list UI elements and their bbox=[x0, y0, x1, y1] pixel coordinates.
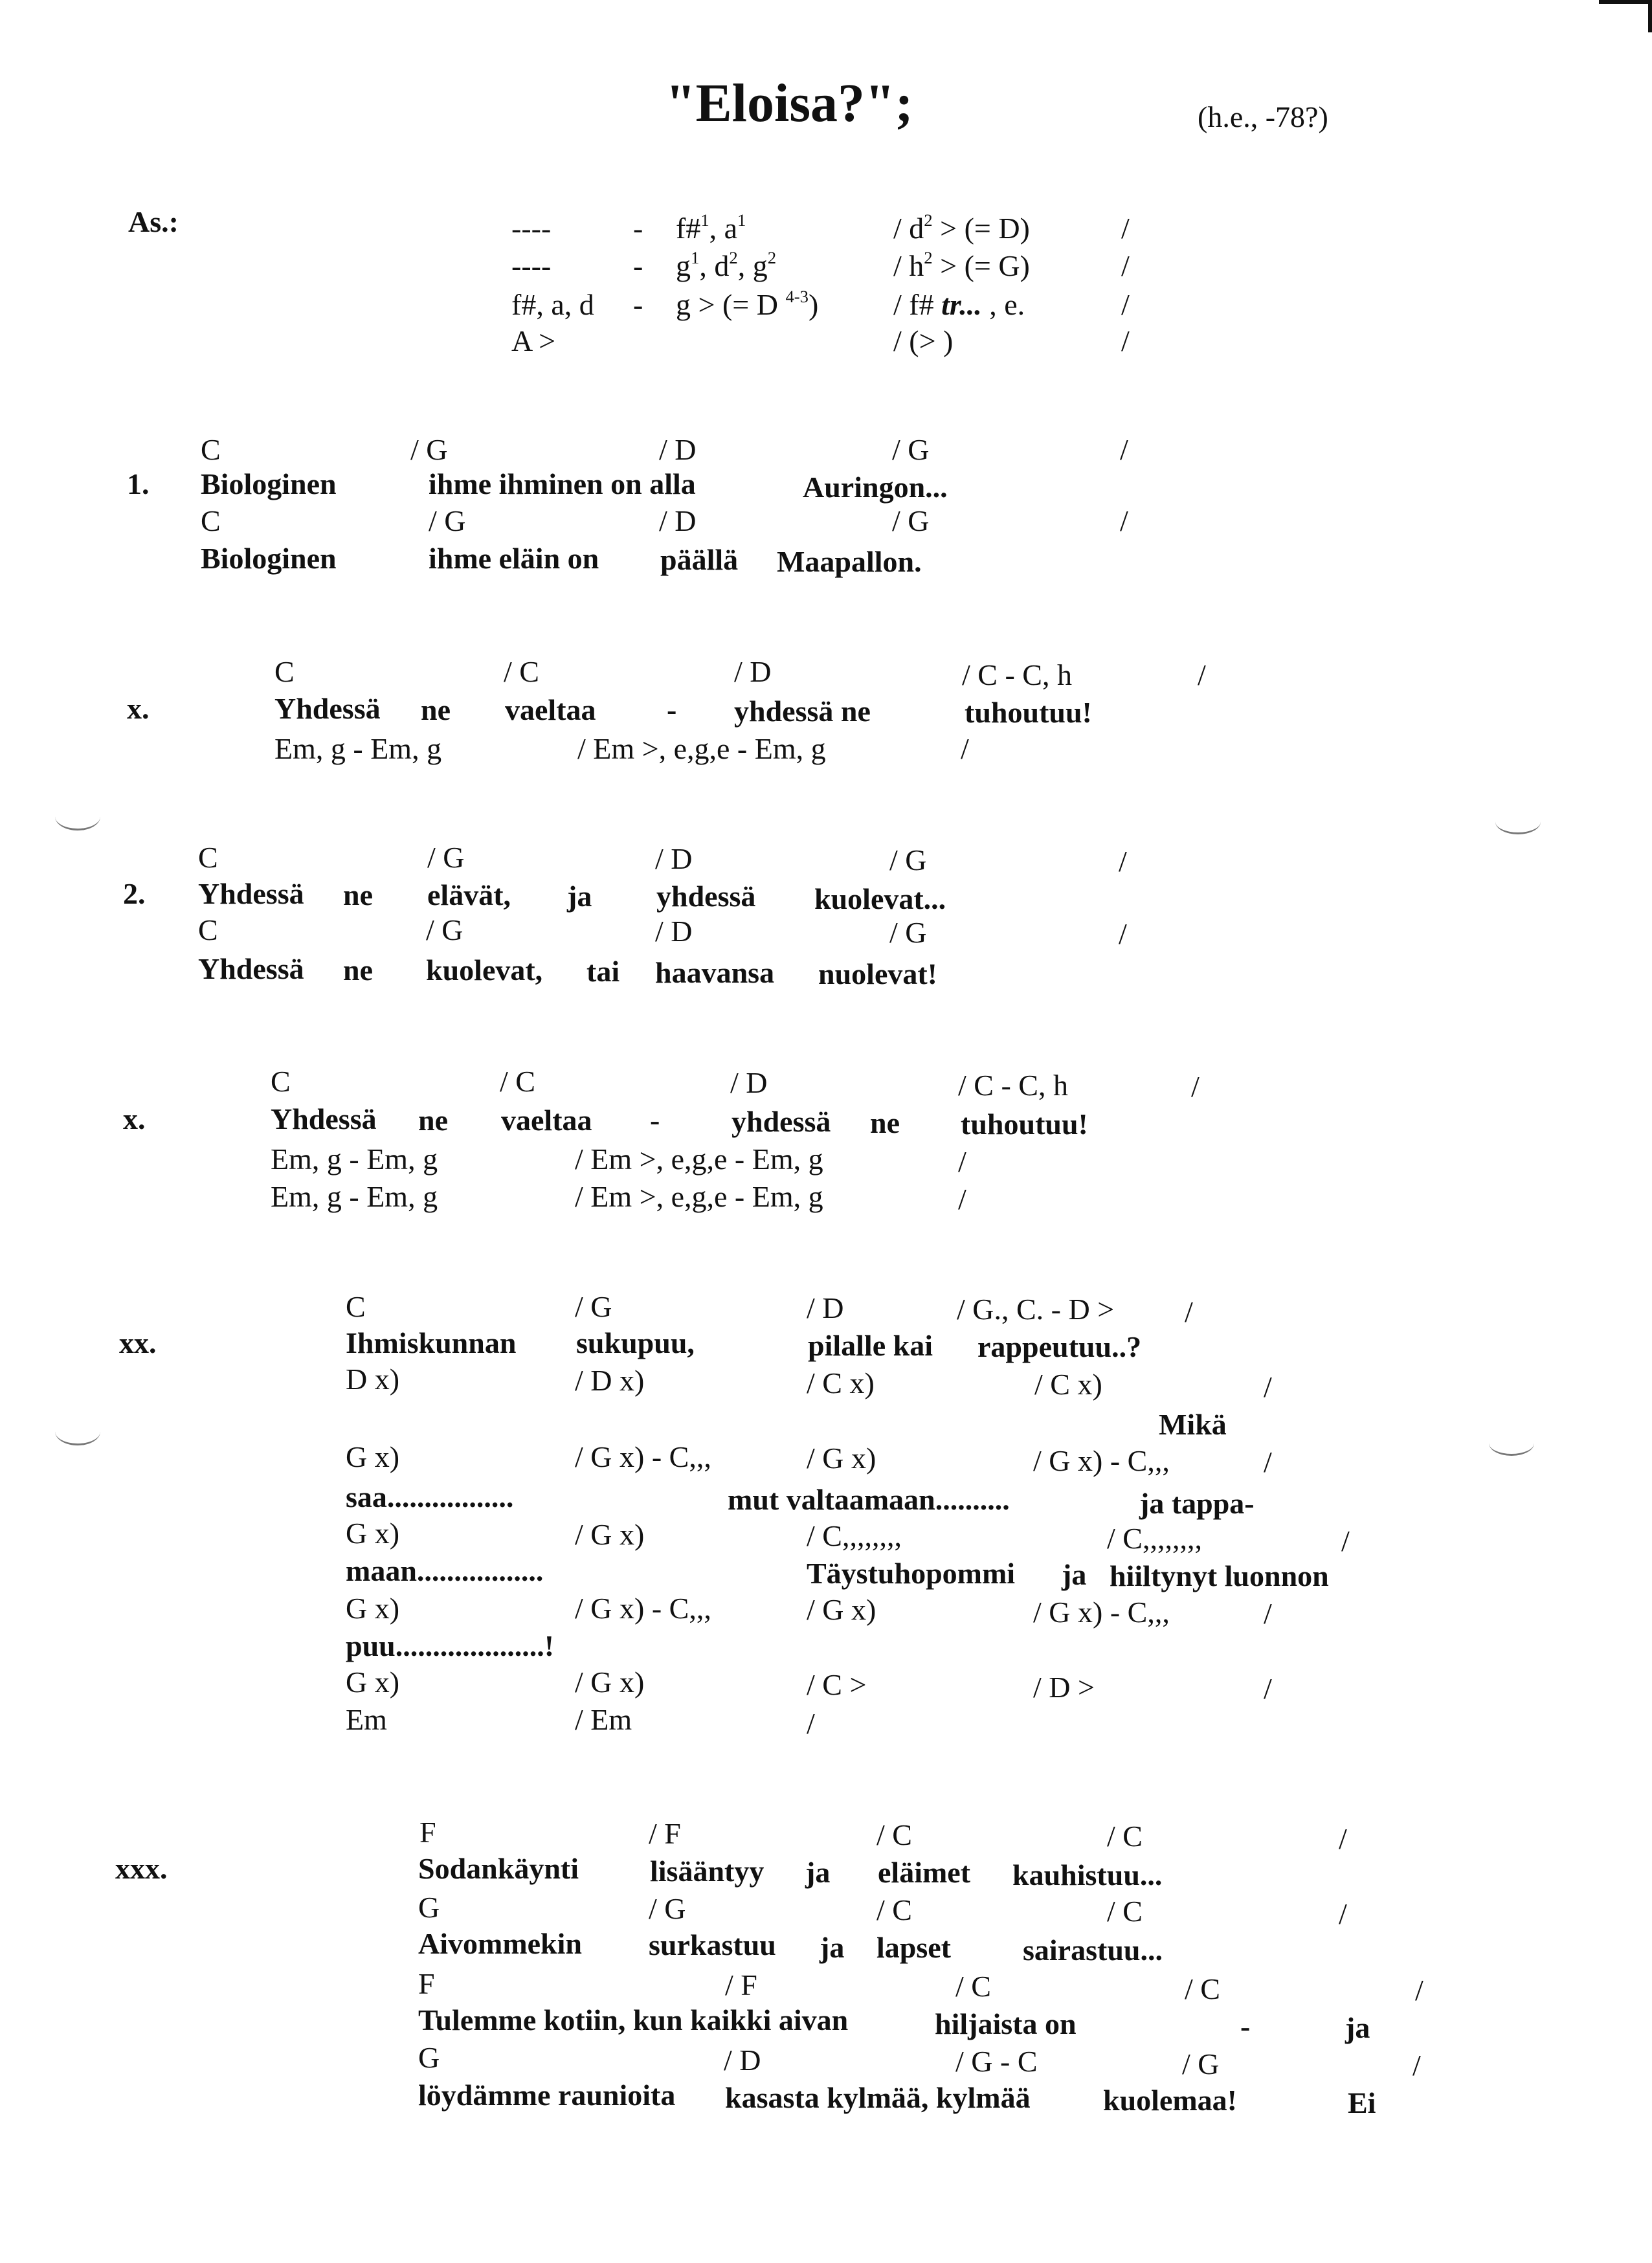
c1-chord-2: / C bbox=[504, 655, 539, 688]
b2-r2-4: eläimet bbox=[878, 1856, 971, 1889]
punch-hole-mark-left-1 bbox=[55, 803, 100, 831]
b-r8-2: / G x) - C,,, bbox=[575, 1592, 711, 1625]
b2-r7-4: / G bbox=[1182, 2047, 1220, 2080]
c2-lyric-5: yhdessä bbox=[731, 1105, 831, 1138]
b-r4-2: / G x) - C,,, bbox=[575, 1440, 711, 1473]
v2-l1-chord-1: C bbox=[198, 841, 218, 874]
v2-l2-chord-3: / D bbox=[655, 915, 693, 948]
bridge-xxx-label: xxx. bbox=[115, 1852, 168, 1885]
c1-chord-3: / D bbox=[734, 655, 772, 688]
c2-tail1-1: Em, g - Em, g bbox=[271, 1143, 438, 1176]
b2-r8-2: kasasta kylmää, kylmää bbox=[725, 2081, 1031, 2114]
b-r6-4: / C,,,,,,,, bbox=[1107, 1522, 1202, 1555]
b2-r6-1: Tulemme kotiin, kun kaikki aivan bbox=[418, 2003, 849, 2036]
b-r10-2: / G x) bbox=[575, 1666, 645, 1699]
b-r6-3: / C,,,,,,,, bbox=[807, 1519, 902, 1552]
b-r10-4: / D > bbox=[1033, 1671, 1095, 1704]
b-r6-2: / G x) bbox=[575, 1518, 645, 1551]
b-r8-5: / bbox=[1264, 1597, 1272, 1630]
v1-l1-chord-1: C bbox=[201, 433, 221, 466]
c2-tail1-2: / Em >, e,g,e - Em, g bbox=[575, 1143, 823, 1176]
b-r2-3: pilalle kai bbox=[808, 1329, 933, 1362]
b-r3-3: / C x) bbox=[807, 1366, 875, 1399]
b-r1-2: / G bbox=[575, 1290, 612, 1323]
b2-r6-2: hiljaista on bbox=[935, 2007, 1077, 2040]
edge-scan-mark bbox=[1599, 0, 1652, 4]
b2-r4-2: surkastuu bbox=[649, 1928, 776, 1961]
b-r4-3: / G x) bbox=[807, 1442, 876, 1475]
b2-r2-1: Sodankäynti bbox=[418, 1852, 579, 1885]
b2-r8-3: kuolemaa! bbox=[1103, 2084, 1237, 2117]
b-r4-4: / G x) - C,,, bbox=[1033, 1444, 1170, 1477]
b-r1-3: / D bbox=[807, 1291, 844, 1324]
c2-lyric-7: tuhoutuu! bbox=[961, 1108, 1088, 1141]
intro-r3-b: - bbox=[633, 288, 643, 321]
b-r1-5: / bbox=[1185, 1295, 1193, 1328]
b2-r2-2: lisääntyy bbox=[650, 1855, 765, 1888]
v1-l2-chord-5: / bbox=[1120, 504, 1128, 537]
verse-2-label: 2. bbox=[123, 877, 146, 910]
b-r5-1: saa................. bbox=[346, 1480, 514, 1513]
v2-l1-chord-4: / G bbox=[889, 843, 927, 876]
v2-l2-lyric-4: tai bbox=[586, 955, 620, 988]
b2-r7-1: G bbox=[418, 2041, 440, 2074]
b2-r7-3: / G - C bbox=[955, 2045, 1038, 2078]
chorus-2-label: x. bbox=[123, 1102, 146, 1135]
c1-lyric-1: Yhdessä bbox=[274, 692, 381, 725]
v2-l1-lyric-3: elävät, bbox=[427, 878, 511, 911]
v1-l1-lyric-1: Biologinen bbox=[201, 467, 337, 500]
v2-l1-lyric-1: Yhdessä bbox=[198, 877, 304, 910]
v2-l1-lyric-2: ne bbox=[343, 878, 373, 911]
punch-hole-mark-right-2 bbox=[1489, 1431, 1534, 1456]
b-r8-1: G x) bbox=[346, 1592, 400, 1625]
b-r7-3: ja bbox=[1062, 1558, 1087, 1591]
b-r2-2: sukupuu, bbox=[576, 1326, 695, 1359]
intro-r3-c: g > (= D $^{4-3}$) bbox=[676, 286, 819, 321]
intro-r1-b: - bbox=[633, 212, 643, 245]
b2-r1-5: / bbox=[1339, 1822, 1347, 1855]
b2-r6-3: - bbox=[1240, 2010, 1251, 2043]
v2-l1-lyric-4: ja bbox=[567, 880, 592, 913]
b2-r2-3: ja bbox=[805, 1856, 831, 1889]
b-r11-1: Em bbox=[346, 1703, 387, 1736]
b-r5-2: mut valtaamaan.......... bbox=[728, 1483, 1010, 1516]
b2-r5-1: F bbox=[418, 1967, 435, 2000]
b-r2-1: Ihmiskunnan bbox=[346, 1326, 517, 1359]
c1-chord-1: C bbox=[274, 655, 295, 688]
intro-r3-a: f#, a, d bbox=[511, 288, 594, 321]
b2-r2-5: kauhistuu... bbox=[1012, 1858, 1163, 1891]
intro-r1-c: f#$^1$, $a^1$ bbox=[676, 210, 746, 245]
c2-tail2-3: / bbox=[958, 1183, 966, 1216]
intro-r2-b: - bbox=[633, 249, 643, 282]
b-r7-2: Täystuhopommi bbox=[807, 1557, 1016, 1590]
v2-l1-chord-2: / G bbox=[427, 841, 465, 874]
c2-lyric-3: vaeltaa bbox=[501, 1104, 592, 1137]
c2-chord-2: / C bbox=[500, 1065, 535, 1098]
b2-r3-1: G bbox=[418, 1891, 440, 1924]
b-r5-3: ja tappa- bbox=[1139, 1487, 1255, 1520]
intro-r2-e: / bbox=[1121, 249, 1130, 282]
v1-l1-chord-3: / D bbox=[659, 433, 697, 466]
b2-r3-2: / G bbox=[649, 1892, 686, 1925]
c1-tail-2: / Em >, e,g,e - Em, g bbox=[577, 732, 826, 765]
v2-l1-lyric-6: kuolevat... bbox=[814, 882, 946, 915]
b-r4-1: G x) bbox=[346, 1440, 400, 1473]
intro-r1-e: / bbox=[1121, 212, 1130, 245]
b2-r4-1: Aivommekin bbox=[418, 1927, 582, 1960]
c2-lyric-6: ne bbox=[870, 1106, 900, 1139]
intro-r4-a: A > bbox=[511, 324, 556, 357]
c2-chord-3: / D bbox=[730, 1066, 768, 1099]
v2-l1-chord-3: / D bbox=[655, 842, 693, 875]
c1-lyric-2: ne bbox=[421, 693, 451, 726]
edge-scan-mark-vertical bbox=[1648, 0, 1652, 32]
b2-r1-2: / F bbox=[649, 1817, 681, 1850]
c2-tail2-1: Em, g - Em, g bbox=[271, 1180, 438, 1213]
b-r3-1: D x) bbox=[346, 1363, 400, 1396]
c2-chord-4: / C - C, h bbox=[958, 1069, 1068, 1102]
b2-r4-5: sairastuu... bbox=[1023, 1934, 1163, 1967]
b2-r7-5: / bbox=[1412, 2049, 1421, 2082]
song-title: "Eloisa?"; bbox=[665, 73, 913, 133]
c2-tail2-2: / Em >, e,g,e - Em, g bbox=[575, 1180, 823, 1213]
intro-r4-e: / bbox=[1121, 324, 1130, 357]
v2-l2-lyric-3: kuolevat, bbox=[426, 953, 543, 987]
b-r3-4: / C x) bbox=[1034, 1368, 1102, 1401]
b-r3-mika: Mikä bbox=[1159, 1408, 1227, 1441]
c2-lyric-4: - bbox=[650, 1104, 660, 1137]
b-r10-1: G x) bbox=[346, 1666, 400, 1699]
c1-chord-4: / C - C, h bbox=[962, 658, 1072, 691]
intro-label: As.: bbox=[128, 205, 179, 238]
c1-lyric-5: yhdessä ne bbox=[734, 695, 871, 728]
punch-hole-mark-left-2 bbox=[55, 1418, 100, 1445]
b2-r4-3: ja bbox=[820, 1931, 845, 1964]
b2-r7-2: / D bbox=[724, 2044, 761, 2077]
intro-r1-d: / $d^2$ > (= D) bbox=[893, 210, 1030, 245]
c1-lyric-6: tuhoutuu! bbox=[965, 696, 1092, 729]
b2-r1-3: / C bbox=[876, 1818, 912, 1851]
c1-chord-5: / bbox=[1198, 658, 1206, 691]
b-r7-1: maan................. bbox=[346, 1554, 544, 1587]
c1-tail-3: / bbox=[961, 732, 969, 765]
v1-l1-chord-4: / G bbox=[892, 433, 930, 466]
b2-r1-1: F bbox=[419, 1816, 436, 1849]
verse-1-label: 1. bbox=[127, 467, 150, 500]
v1-l2-lyric-2: ihme eläin on bbox=[429, 542, 599, 575]
intro-r2-c: $g^1$, $d^2$, $g^2$ bbox=[676, 247, 777, 282]
v1-l1-lyric-3: Auringon... bbox=[803, 471, 948, 504]
v1-l1-chord-5: / bbox=[1120, 433, 1128, 466]
v2-l2-lyric-6: nuolevat! bbox=[818, 957, 937, 990]
b-r3-5: / bbox=[1264, 1370, 1272, 1403]
b-r2-4: rappeutuu..? bbox=[977, 1330, 1142, 1363]
b-r6-1: G x) bbox=[346, 1517, 400, 1550]
v2-l2-chord-2: / G bbox=[426, 913, 463, 946]
b2-r3-4: / C bbox=[1107, 1895, 1143, 1928]
intro-r4-d: / (> ) bbox=[893, 324, 954, 357]
b2-r5-3: / C bbox=[955, 1970, 991, 2003]
v1-l2-chord-4: / G bbox=[892, 504, 930, 537]
intro-r2-a: ---- bbox=[511, 249, 552, 282]
c2-chord-1: C bbox=[271, 1065, 291, 1098]
b2-r5-5: / bbox=[1415, 1974, 1423, 2007]
v1-l2-lyric-1: Biologinen bbox=[201, 542, 337, 575]
b-r10-3: / C > bbox=[807, 1668, 867, 1701]
v1-l1-lyric-2: ihme ihminen on alla bbox=[429, 467, 696, 500]
b-r3-2: / D x) bbox=[575, 1364, 645, 1397]
b-r11-2: / Em bbox=[575, 1703, 632, 1736]
b-r1-4: / G., C. - D > bbox=[957, 1293, 1115, 1326]
v1-l2-chord-1: C bbox=[201, 504, 221, 537]
b2-r5-2: / F bbox=[725, 1968, 757, 2001]
v1-l2-chord-3: / D bbox=[659, 504, 697, 537]
b2-r8-1: löydämme raunioita bbox=[418, 2079, 676, 2112]
bridge-xx-label: xx. bbox=[119, 1326, 157, 1359]
v2-l2-lyric-2: ne bbox=[343, 953, 373, 987]
v1-l1-chord-2: / G bbox=[410, 433, 448, 466]
v2-l2-chord-5: / bbox=[1119, 917, 1127, 950]
b2-r3-3: / C bbox=[876, 1893, 912, 1926]
v2-l1-lyric-5: yhdessä bbox=[656, 880, 756, 913]
b-r8-4: / G x) - C,,, bbox=[1033, 1596, 1170, 1629]
v1-l2-lyric-4: Maapallon. bbox=[777, 545, 922, 578]
b-r4-5: / bbox=[1264, 1445, 1272, 1478]
c2-lyric-1: Yhdessä bbox=[271, 1102, 377, 1135]
v2-l2-chord-1: C bbox=[198, 913, 218, 946]
v2-l2-lyric-1: Yhdessä bbox=[198, 952, 304, 985]
b2-r8-4: Ei bbox=[1348, 2086, 1376, 2119]
c2-lyric-2: ne bbox=[418, 1104, 448, 1137]
b-r11-3: / bbox=[807, 1707, 815, 1740]
b-r8-3: / G x) bbox=[807, 1593, 876, 1626]
v1-l2-lyric-3: päällä bbox=[660, 543, 739, 576]
c1-lyric-3: vaeltaa bbox=[505, 693, 596, 726]
c1-tail-1: Em, g - Em, g bbox=[274, 732, 442, 765]
v2-l2-chord-4: / G bbox=[889, 916, 927, 949]
b-r1-1: C bbox=[346, 1290, 366, 1323]
b-r10-5: / bbox=[1264, 1672, 1272, 1705]
v2-l2-lyric-5: haavansa bbox=[655, 956, 775, 989]
b-r6-5: / bbox=[1341, 1524, 1350, 1557]
b-r7-4: hiiltynyt luonnon bbox=[1110, 1559, 1329, 1592]
b2-r1-4: / C bbox=[1107, 1820, 1143, 1853]
v2-l1-chord-5: / bbox=[1119, 845, 1127, 878]
b2-r5-4: / C bbox=[1185, 1972, 1220, 2005]
intro-r1-a: ---- bbox=[511, 212, 552, 245]
intro-r2-d: / $h^2$ > (= G) bbox=[893, 247, 1030, 282]
c2-chord-5: / bbox=[1191, 1070, 1200, 1103]
chorus-1-label: x. bbox=[127, 692, 150, 725]
b-r9-1: puu....................! bbox=[346, 1629, 555, 1662]
intro-r3-e: / bbox=[1121, 288, 1130, 321]
c1-lyric-4: - bbox=[667, 693, 677, 726]
intro-r3-d: / f# tr... , e. bbox=[893, 288, 1025, 321]
c2-tail1-3: / bbox=[958, 1145, 966, 1178]
v1-l2-chord-2: / G bbox=[429, 504, 466, 537]
song-meta: (h.e., -78?) bbox=[1198, 100, 1328, 133]
b2-r3-5: / bbox=[1339, 1897, 1347, 1930]
punch-hole-mark-right-1 bbox=[1495, 809, 1541, 834]
b2-r4-4: lapset bbox=[876, 1931, 951, 1964]
b2-r6-4: ja bbox=[1345, 2011, 1370, 2044]
